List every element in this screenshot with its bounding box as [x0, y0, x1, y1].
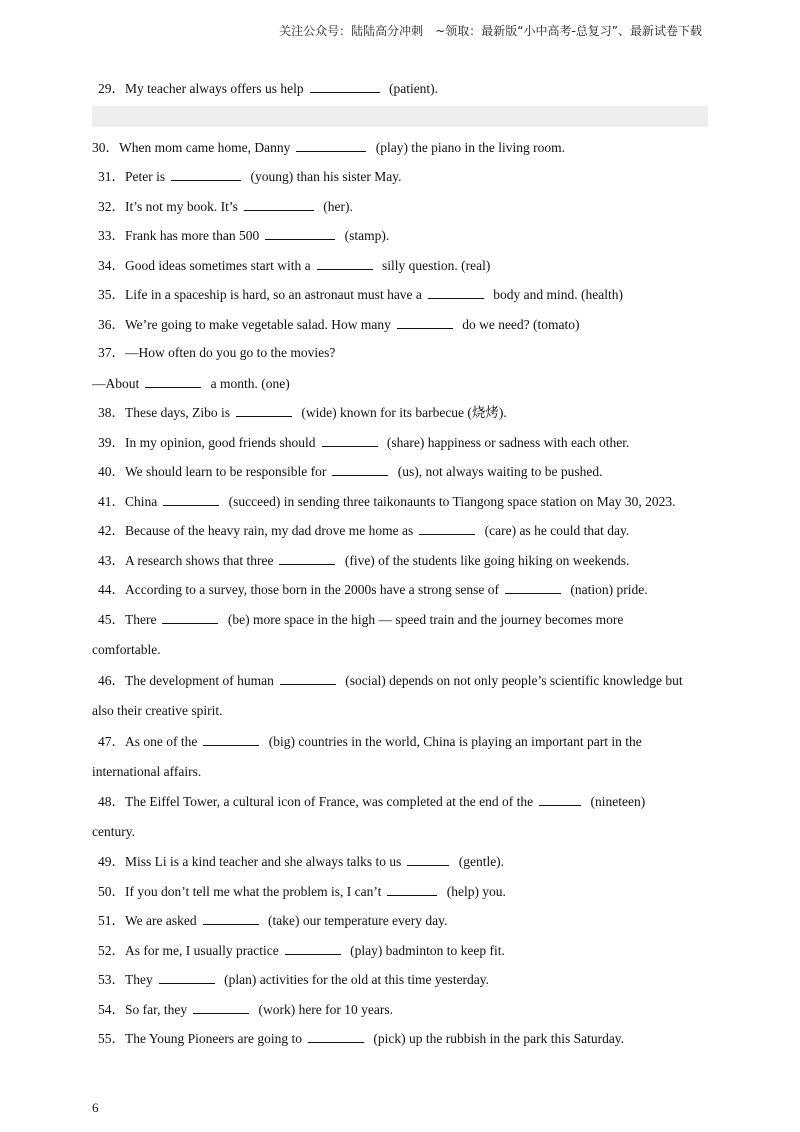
question-text: (plan) activities for the old at this time yesterday.	[220, 972, 490, 987]
question-q33	[98, 226, 389, 245]
page-number: 6	[92, 1100, 99, 1115]
question-text: (big) countries in the world, China is playing an important part in the	[265, 734, 642, 749]
question-text: (us), not always waiting to be pushed.	[394, 464, 603, 479]
question-q43	[98, 551, 629, 570]
question-text: 49．Miss Li is a kind teacher and she always talks to us	[98, 854, 402, 869]
answer-blank[interactable]	[285, 941, 341, 955]
question-text: 47．As one of the	[98, 734, 198, 749]
question-text: (help) you.	[443, 884, 506, 899]
question-q40	[98, 462, 602, 481]
answer-blank[interactable]	[193, 1000, 249, 1014]
answer-blank[interactable]	[505, 580, 561, 594]
question-q31	[98, 167, 401, 186]
question-text: 38．These days, Zibo is	[98, 405, 230, 420]
question-q45a	[98, 610, 623, 629]
question-text: also their creative spirit.	[92, 703, 223, 718]
question-text: century.	[92, 824, 135, 839]
answer-blank[interactable]	[539, 792, 581, 806]
question-text: 35．Life in a spaceship is hard, so an astronaut must have a	[98, 287, 422, 302]
question-q37a	[98, 344, 335, 362]
question-text: 42．Because of the heavy rain, my dad drove me home as	[98, 523, 414, 538]
question-text: (play) badminton to keep fit.	[346, 943, 505, 958]
question-q39	[98, 433, 629, 452]
question-text: (care) as he could that day.	[481, 523, 630, 538]
question-text: 55．The Young Pioneers are going to	[98, 1031, 302, 1046]
question-q47b	[92, 763, 201, 781]
question-text: 50．If you don’t tell me what the problem is, I can’t	[98, 884, 382, 899]
question-text: 43．A research shows that three	[98, 553, 274, 568]
question-q50	[98, 882, 506, 901]
answer-blank[interactable]	[419, 521, 475, 535]
question-text: (share) happiness or sadness with each other.	[383, 435, 630, 450]
question-text: (pick) up the rubbish in the park this Saturday.	[369, 1031, 625, 1046]
question-q35	[98, 285, 623, 304]
answer-blank[interactable]	[203, 732, 259, 746]
question-q29	[98, 79, 438, 98]
answer-blank[interactable]	[279, 551, 335, 565]
answer-blank[interactable]	[162, 610, 218, 624]
answer-blank[interactable]	[159, 970, 215, 984]
question-q48a	[98, 792, 645, 811]
question-text: 41．China	[98, 494, 158, 509]
question-text: body and mind. (health)	[489, 287, 624, 302]
question-text: —About	[92, 376, 140, 391]
question-q36	[98, 315, 580, 334]
answer-blank[interactable]	[332, 462, 388, 476]
question-q37b	[92, 374, 290, 393]
question-text: 33．Frank has more than 500	[98, 228, 260, 243]
answer-blank[interactable]	[407, 852, 449, 866]
question-text: comfortable.	[92, 642, 161, 657]
question-q47a	[98, 732, 642, 751]
question-text: (nineteen)	[587, 794, 646, 809]
question-text: (social) depends on not only people’s scientific knowledge but	[341, 673, 683, 688]
question-text: (her).	[319, 199, 353, 214]
answer-blank[interactable]	[163, 492, 219, 506]
question-q42	[98, 521, 629, 540]
question-q52	[98, 941, 505, 960]
gray-separator-band	[92, 106, 708, 127]
question-text: 39．In my opinion, good friends should	[98, 435, 316, 450]
question-text: (patient).	[385, 81, 439, 96]
answer-blank[interactable]	[308, 1029, 364, 1043]
answer-blank[interactable]	[322, 433, 378, 447]
answer-blank[interactable]	[296, 138, 366, 152]
question-text: 32．It’s not my book. It’s	[98, 199, 238, 214]
answer-blank[interactable]	[280, 671, 336, 685]
question-text: 37．—How often do you go to the movies?	[98, 345, 336, 360]
question-text: (nation) pride.	[567, 582, 648, 597]
question-text: do we need? (tomato)	[458, 317, 580, 332]
question-text: 52．As for me, I usually practice	[98, 943, 279, 958]
answer-blank[interactable]	[428, 285, 484, 299]
question-text: a month. (one)	[207, 376, 290, 391]
answer-blank[interactable]	[236, 403, 292, 417]
answer-blank[interactable]	[171, 167, 241, 181]
question-text: 31．Peter is	[98, 169, 166, 184]
question-text: 53．They	[98, 972, 153, 987]
question-q34	[98, 256, 490, 275]
question-text: 34．Good ideas sometimes start with a	[98, 258, 311, 273]
question-q45b	[92, 641, 161, 659]
question-q46a	[98, 671, 683, 690]
question-q44	[98, 580, 648, 599]
answer-blank[interactable]	[387, 882, 437, 896]
question-text: international affairs.	[92, 764, 202, 779]
answer-blank[interactable]	[145, 374, 201, 388]
answer-blank[interactable]	[317, 256, 373, 270]
question-q49	[98, 852, 504, 871]
question-text: 40．We should learn to be responsible for	[98, 464, 327, 479]
question-text: (be) more space in the high — speed train and the journey becomes more	[224, 612, 624, 627]
question-q46b	[92, 702, 222, 720]
question-text: silly question. (real)	[378, 258, 491, 273]
answer-blank[interactable]	[244, 197, 314, 211]
question-text: 45．There	[98, 612, 157, 627]
question-text: (young) than his sister May.	[247, 169, 402, 184]
answer-blank[interactable]	[265, 226, 335, 240]
question-text: (stamp).	[341, 228, 390, 243]
question-text: (work) here for 10 years.	[255, 1002, 394, 1017]
question-q41	[98, 492, 676, 511]
answer-blank[interactable]	[310, 79, 380, 93]
question-text: (wide) known for its barbecue (烧烤).	[297, 405, 507, 420]
question-text: (five) of the students like going hiking on weekends.	[341, 553, 630, 568]
question-q54	[98, 1000, 393, 1019]
question-text: 36．We’re going to make vegetable salad. How many	[98, 317, 391, 332]
question-q32	[98, 197, 353, 216]
question-text: (play) the piano in the living room.	[372, 140, 566, 155]
question-text: (gentle).	[455, 854, 505, 869]
answer-blank[interactable]	[203, 911, 259, 925]
question-text: (succeed) in sending three taikonaunts to Tiangong space station on May 30, 2023.	[225, 494, 676, 509]
question-text: 51．We are asked	[98, 913, 197, 928]
question-text: 46．The development of human	[98, 673, 274, 688]
question-text: 44．According to a survey, those born in the 2000s have a strong sense of	[98, 582, 500, 597]
question-q51	[98, 911, 447, 930]
answer-blank[interactable]	[397, 315, 453, 329]
question-q30	[92, 138, 565, 157]
question-q48b	[92, 823, 135, 841]
question-q55	[98, 1029, 624, 1048]
question-text: 54．So far, they	[98, 1002, 188, 1017]
question-q38	[98, 403, 507, 422]
question-text: 30．When mom came home, Danny	[92, 140, 291, 155]
question-q53	[98, 970, 489, 989]
question-text: 48．The Eiffel Tower, a cultural icon of France, was completed at the end of the	[98, 794, 534, 809]
question-text: 29．My teacher always offers us help	[98, 81, 304, 96]
page-header: 关注公众号：陆陆高分冲刺 ~领取：最新版“小中高考-总复习”、最新试卷下载	[279, 24, 702, 38]
question-text: (take) our temperature every day.	[264, 913, 448, 928]
